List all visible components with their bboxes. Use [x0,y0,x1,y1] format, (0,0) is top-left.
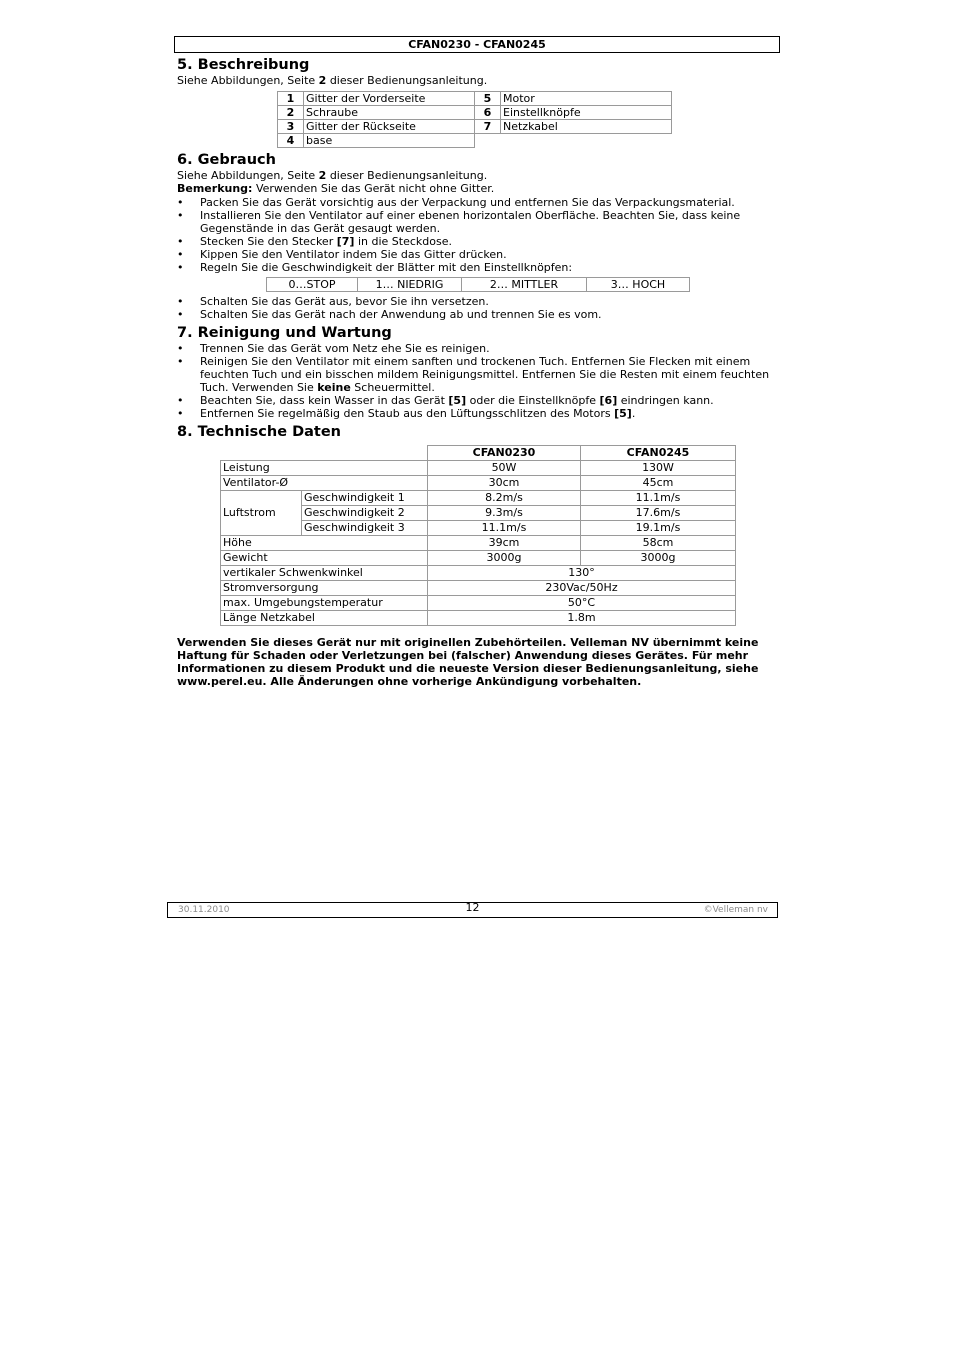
spec-label: Ventilator-Ø [221,476,428,491]
spec-value: 39cm [428,536,581,551]
part-label: Gitter der Rückseite [304,120,475,134]
list-item: • Entfernen Sie regelmäßig den Staub aus den Lüftungsschlitzen des Motors [5]. [177,407,777,420]
list-item: • Stecken Sie den Stecker [7] in die Steckdose. [177,235,777,248]
blank-cell [221,446,428,461]
page-content [177,56,777,688]
part-label: base [304,134,475,148]
spec-value: 230Vac/50Hz [428,581,736,596]
list-item: • Schalten Sie das Gerät nach der Anwendung ab und trennen Sie es vom. [177,308,777,321]
list-item: • Regeln Sie die Geschwindigkeit der Blätter mit den Einstellknöpfen: [177,261,777,274]
spec-value: 11.1m/s [428,521,581,536]
speed-cell: 3… HOCH [587,278,690,292]
table-row [278,92,672,106]
spec-value: 45cm [581,476,736,491]
spec-label: Stromversorgung [221,581,428,596]
part-label: Einstellknöpfe [501,106,672,120]
parts-table [277,91,672,148]
page-footer [167,902,778,918]
disclaimer-text: Verwenden Sie dieses Gerät nur mit originellen Zubehörteilen. Velleman NV übernimmt keine Haftung für Schaden oder Verletzungen bei (falscher) Anwendung dieses Gerätes. Für mehr Informationen zu diesem Produkt und die neueste Version dieser Bedienungsanleitung, siehe www.perel.eu. Alle Änderungen ohne vorherige Ankündigung vorbehalten. [177,636,759,688]
footer-date: 30.11.2010 [178,905,230,915]
spec-label: max. Umgebungstemperatur [221,596,428,611]
sec6-note: Bemerkung: Verwenden Sie das Gerät nicht ohne Gitter. [177,182,495,195]
spec-sublabel: Geschwindigkeit 3 [302,521,428,536]
list-item: • Kippen Sie den Ventilator indem Sie das Gitter drücken. [177,248,777,261]
speed-cell: 1… NIEDRIG [358,278,462,292]
tech-specs-table [220,445,736,626]
table-row [221,581,736,596]
spec-value: 11.1m/s [581,491,736,506]
table-row [267,278,690,292]
spec-value: 1.8m [428,611,736,626]
column-header: CFAN0230 [428,446,581,461]
spec-sublabel: Geschwindigkeit 1 [302,491,428,506]
section-heading-technische-daten: 8. Technische Daten [177,424,341,440]
spec-value: 9.3m/s [428,506,581,521]
sec7-bullet-list [177,342,777,420]
part-number: 2 [278,106,304,120]
part-number: 7 [475,120,501,134]
sec6-bullet-list [177,196,777,274]
table-row [221,476,736,491]
spec-value: 3000g [581,551,736,566]
list-item: • Schalten Sie das Gerät aus, bevor Sie ihn versetzen. [177,295,777,308]
sec6-intro: Siehe Abbildungen, Seite 2 dieser Bedienungsanleitung. [177,169,488,182]
table-row [221,566,736,581]
part-number: 6 [475,106,501,120]
list-item: • Reinigen Sie den Ventilator mit einem sanften und trockenen Tuch. Entfernen Sie Flecken mit einem feuchten Tuch und ein bisschen mildem Reinigungsmittel. Entfernen Sie die Resten mit einem feuchten Tuch. Verwenden Sie keine Scheuermittel. [177,355,777,394]
spec-value: 19.1m/s [581,521,736,536]
part-number: 1 [278,92,304,106]
part-label: Schraube [304,106,475,120]
table-row [221,551,736,566]
table-row [221,491,736,506]
list-item: • Installieren Sie den Ventilator auf einer ebenen horizontalen Oberfläche. Beachten Sie, dass keine Gegenstände in das Gerät gesaugt werden. [177,209,777,235]
table-row [278,134,672,148]
part-label: Gitter der Vorderseite [304,92,475,106]
table-row [221,611,736,626]
page-header: CFAN0230 - CFAN0245 [174,36,780,53]
speed-cell: 0…STOP [267,278,358,292]
spec-label: Leistung [221,461,428,476]
table-row [278,120,672,134]
list-item: • Trennen Sie das Gerät vom Netz ehe Sie es reinigen. [177,342,777,355]
part-number: 4 [278,134,304,148]
part-number: 5 [475,92,501,106]
part-label: Netzkabel [501,120,672,134]
spec-label: Luftstrom [221,491,302,536]
list-item: • Packen Sie das Gerät vorsichtig aus der Verpackung und entfernen Sie das Verpackungsmaterial. [177,196,777,209]
spec-value: 50°C [428,596,736,611]
footer-copyright: ©Velleman nv [703,905,768,915]
spec-value: 30cm [428,476,581,491]
spec-value: 50W [428,461,581,476]
spec-label: Höhe [221,536,428,551]
table-row [221,461,736,476]
table-row [278,106,672,120]
section-heading-reinigung: 7. Reinigung und Wartung [177,325,392,341]
sec5-intro: Siehe Abbildungen, Seite 2 dieser Bedienungsanleitung. [177,74,488,87]
table-row [221,596,736,611]
spec-value: 8.2m/s [428,491,581,506]
speed-table [266,277,690,292]
spec-value: 17.6m/s [581,506,736,521]
column-header: CFAN0245 [581,446,736,461]
spec-sublabel: Geschwindigkeit 2 [302,506,428,521]
list-item: • Beachten Sie, dass kein Wasser in das Gerät [5] oder die Einstellknöpfe [6] eindringen kann. [177,394,777,407]
part-label: Motor [501,92,672,106]
part-number: 3 [278,120,304,134]
spec-value: 130W [581,461,736,476]
spec-value: 58cm [581,536,736,551]
spec-value: 3000g [428,551,581,566]
page-number: 12 [465,901,480,914]
speed-cell: 2… MITTLER [462,278,587,292]
table-row [221,446,736,461]
table-row [221,536,736,551]
spec-label: vertikaler Schwenkwinkel [221,566,428,581]
section-heading-gebrauch: 6. Gebrauch [177,152,276,168]
section-heading-beschreibung: 5. Beschreibung [177,57,310,73]
spec-value: 130° [428,566,736,581]
sec6-bullet-list-2 [177,295,777,321]
spec-label: Gewicht [221,551,428,566]
spec-label: Länge Netzkabel [221,611,428,626]
